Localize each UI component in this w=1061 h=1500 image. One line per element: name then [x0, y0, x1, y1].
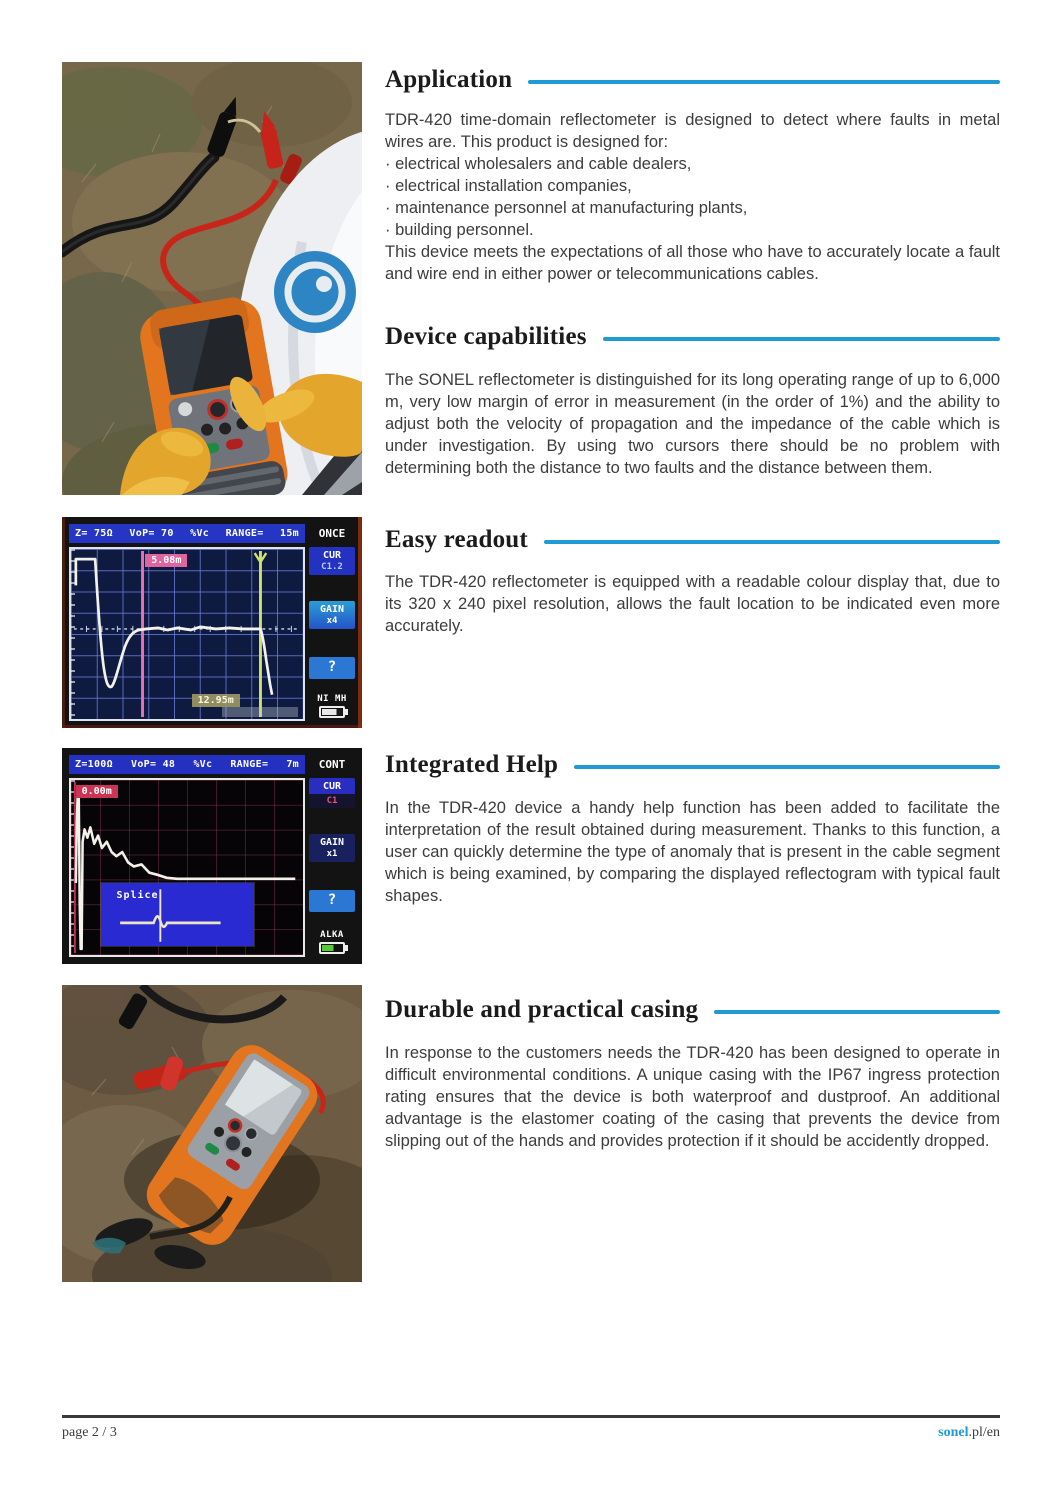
- cursor-2-distance: 12.95m: [192, 694, 240, 707]
- battery-icon: [319, 706, 345, 718]
- battery-indicator: ALKA: [309, 930, 355, 957]
- list-item: · maintenance personnel at manufacturing plants,: [385, 197, 1000, 219]
- device-display-bezel: [62, 748, 362, 964]
- screen2-mode-label: CONT: [318, 758, 346, 771]
- screen1-status-bar: [69, 524, 305, 543]
- screen2-reflectogram: [69, 778, 305, 957]
- heading-rule: [528, 80, 1000, 84]
- range-value: 7m: [286, 759, 299, 770]
- list-item: · electrical wholesalers and cable dealers,: [385, 153, 1000, 175]
- range-value: 15m: [280, 528, 299, 539]
- application-bullet-list: [385, 153, 1000, 241]
- field-usage-illustration: [62, 62, 362, 495]
- application-intro: TDR-420 time-domain reflectometer is designed to detect where faults in metal wires are. This product is designed for:: [385, 111, 1000, 151]
- device-display-bezel: [62, 517, 362, 728]
- heading-rule: [574, 765, 1000, 769]
- heading-rule: [603, 337, 1000, 341]
- help-popup: [101, 883, 254, 946]
- fault-type-label: Splice: [116, 889, 159, 901]
- website-link[interactable]: sonel.pl/en: [938, 1425, 1000, 1440]
- screen2-softkey-column: [309, 778, 355, 957]
- vop-value: VoP= 48: [131, 759, 176, 770]
- range-label: RANGE=: [230, 759, 269, 770]
- section-integrated-help: [385, 751, 1000, 907]
- section-application: [385, 66, 1000, 285]
- integrated-help-screen-image: [62, 748, 362, 964]
- section-heading: Durable and practical casing: [385, 996, 699, 1023]
- application-outro: This device meets the expectations of all those who have to accurately locate a fault and wire end in either power or telecommunications cables.: [385, 243, 1000, 283]
- screen1-trace: [71, 549, 303, 719]
- help-softkey: ?: [309, 890, 355, 912]
- range-label: RANGE=: [225, 528, 264, 539]
- readout-body: The TDR-420 reflectometer is equipped with a readable colour display that, due to its 320 x 240 pixel resolution, allows the fault location to be indicated even more accurately.: [385, 573, 1000, 635]
- easy-readout-screen-image: [62, 517, 362, 728]
- help-softkey: ?: [309, 657, 355, 679]
- capabilities-body: The SONEL reflectometer is distinguished for its long operating range of up to 6,000 m, very low margin of error in measurement (in the order of 1%) and the ability to adjust both the velocity of propagation and the impedance of the cable which is under investigation. By using two cursors there should be no problem with determining both the distance to two faults and the distance between them.: [385, 371, 1000, 477]
- gain-softkey: GAIN x4: [309, 601, 355, 629]
- cursor-1-distance: 5.08m: [145, 554, 187, 567]
- heading-rule: [714, 1010, 1000, 1014]
- list-item: · building personnel.: [385, 219, 1000, 241]
- section-heading: Integrated Help: [385, 751, 559, 778]
- section-heading: Device capabilities: [385, 323, 587, 350]
- cursor-distance: 0.00m: [76, 785, 118, 798]
- section-easy-readout: [385, 526, 1000, 637]
- vc-unit: %Vc: [193, 759, 213, 770]
- screen1-softkey-column: [309, 547, 355, 721]
- vc-unit: %Vc: [190, 528, 210, 539]
- vop-value: VoP= 70: [129, 528, 174, 539]
- battery-icon: [319, 942, 345, 954]
- casing-body: In response to the customers needs the TDR-420 has been designed to operate in difficult environmental conditions. A unique casing with the IP67 ingress protection rating ensures that the device is both waterproof and dustproof. An additional advantage is the elastomer coating of the casing that prevents the device from slipping out of the hands and provides protection if it should be accidently dropped.: [385, 1044, 1000, 1150]
- section-heading: Application: [385, 66, 513, 93]
- fault-shape-diagram: [101, 883, 254, 946]
- gain-softkey: GAIN x1: [309, 834, 355, 862]
- heading-rule: [544, 540, 1000, 544]
- help-body: In the TDR-420 device a handy help function has been added to facilitate the interpretation of the result obtained during measurement. Thanks to this function, a user can quickly determine the type of anomaly that is present in the cable segment which is being examined, by comparing the displayed reflectogram with typical fault shapes.: [385, 799, 1000, 905]
- screen1-mode-label: ONCE: [318, 527, 346, 540]
- screen1-reflectogram: [69, 547, 305, 721]
- cursor-softkey: CUR C1.2: [309, 547, 355, 575]
- section-durable-casing: [385, 996, 1000, 1152]
- cursor-softkey: CUR C1: [309, 778, 355, 808]
- rugged-casing-photo: [62, 985, 362, 1282]
- section-heading: Easy readout: [385, 526, 528, 553]
- battery-indicator: NI MH: [309, 694, 355, 721]
- impedance-value: Z=100Ω: [75, 759, 113, 770]
- section-device-capabilities: [385, 323, 1000, 479]
- screen2-status-bar: [69, 755, 305, 774]
- field-usage-photo: [62, 62, 362, 495]
- impedance-value: Z= 75Ω: [75, 528, 113, 539]
- list-item: · electrical installation companies,: [385, 175, 1000, 197]
- page-number: page 2 / 3: [62, 1425, 117, 1440]
- faded-readout-box: [222, 707, 299, 717]
- page-footer: [62, 1415, 1000, 1441]
- rugged-casing-illustration: [62, 985, 362, 1282]
